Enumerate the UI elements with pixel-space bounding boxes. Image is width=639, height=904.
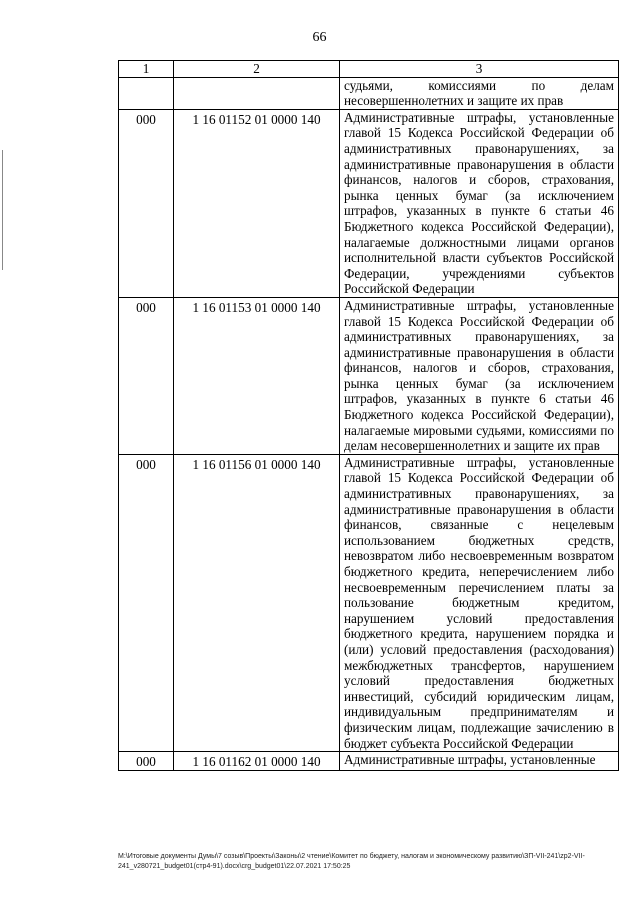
admin-code: 000: [119, 297, 174, 454]
column-header-1: 1: [119, 61, 174, 78]
revenue-description: Административные штрафы, установленные главой 15 Кодекса Российской Федерации об административных правонарушениях, за административные правонарушения в области финансов, налогов и сборов, страхования, рынка ценных бумаг (за исключением штрафов, указанных в пункте 6 статьи 46 Бюджетного кодекса Российской Федерации), налагаемые мировыми судьями, комиссиями по делам несовершеннолетних и защите их прав: [340, 297, 619, 454]
admin-code: 000: [119, 109, 174, 297]
budget-classification-code: 1 16 01162 01 0000 140: [174, 752, 340, 771]
scan-edge-mark: [2, 150, 3, 270]
page-number: 66: [312, 30, 327, 45]
revenue-description: Административные штрафы, установленные: [340, 752, 619, 771]
table-row: [119, 454, 619, 751]
table-row: [119, 77, 619, 109]
revenue-description: Административные штрафы, установленные главой 15 Кодекса Российской Федерации об административных правонарушениях, за административные правонарушения в области финансов, связанные с нецелевым использованием бюджетных средств, невозвратом либо несвоевременным возвратом бюджетного кредита, неперечислением либо несвоевременным перечислением платы за пользование бюджетным кредитом, нарушением условий предоставления бюджетного кредита, нарушением порядка и (или) условий предоставления (расходования) межбюджетных трансфертов, нарушением условий предоставления бюджетных инвестиций, субсидий юридическим лицам, индивидуальным предпринимателям и физическим лицам, подлежащие зачислению в бюджет субъекта Российской Федерации: [340, 454, 619, 751]
column-header-3: 3: [340, 61, 619, 78]
table-row: [119, 752, 619, 771]
admin-code: 000: [119, 752, 174, 771]
column-header-2: 2: [174, 61, 340, 78]
budget-classification-code: 1 16 01156 01 0000 140: [174, 454, 340, 751]
admin-code: 000: [119, 454, 174, 751]
revenue-codes-table: [118, 60, 619, 771]
table-row: [119, 297, 619, 454]
continuation-text: судьями, комиссиями по делам несовершеннолетних и защите их прав: [340, 77, 619, 109]
revenue-description: Административные штрафы, установленные главой 15 Кодекса Российской Федерации об административных правонарушениях, за административные правонарушения в области финансов, налогов и сборов, страхования, рынка ценных бумаг (за исключением штрафов, указанных в пункте 6 статьи 46 Бюджетного кодекса Российской Федерации), налагаемые должностными лицами органов исполнительной власти субъектов Российской Федерации, учреждениями субъектов Российской Федерации: [340, 109, 619, 297]
table-header-row: [119, 61, 619, 78]
document-file-path: М:\Итоговые документы Думы\7 созыв\Проекты\Законы\2 чтение\Комитет по бюджету, налогам и экономическому развитию\ЗП-VII-241\zp2-VII-241_v280721_budget01(стр4-91).docx\crg_budget01\22.07.2021 17:50:25: [118, 853, 585, 870]
budget-classification-code: 1 16 01153 01 0000 140: [174, 297, 340, 454]
table-row: [119, 109, 619, 297]
budget-classification-code: 1 16 01152 01 0000 140: [174, 109, 340, 297]
